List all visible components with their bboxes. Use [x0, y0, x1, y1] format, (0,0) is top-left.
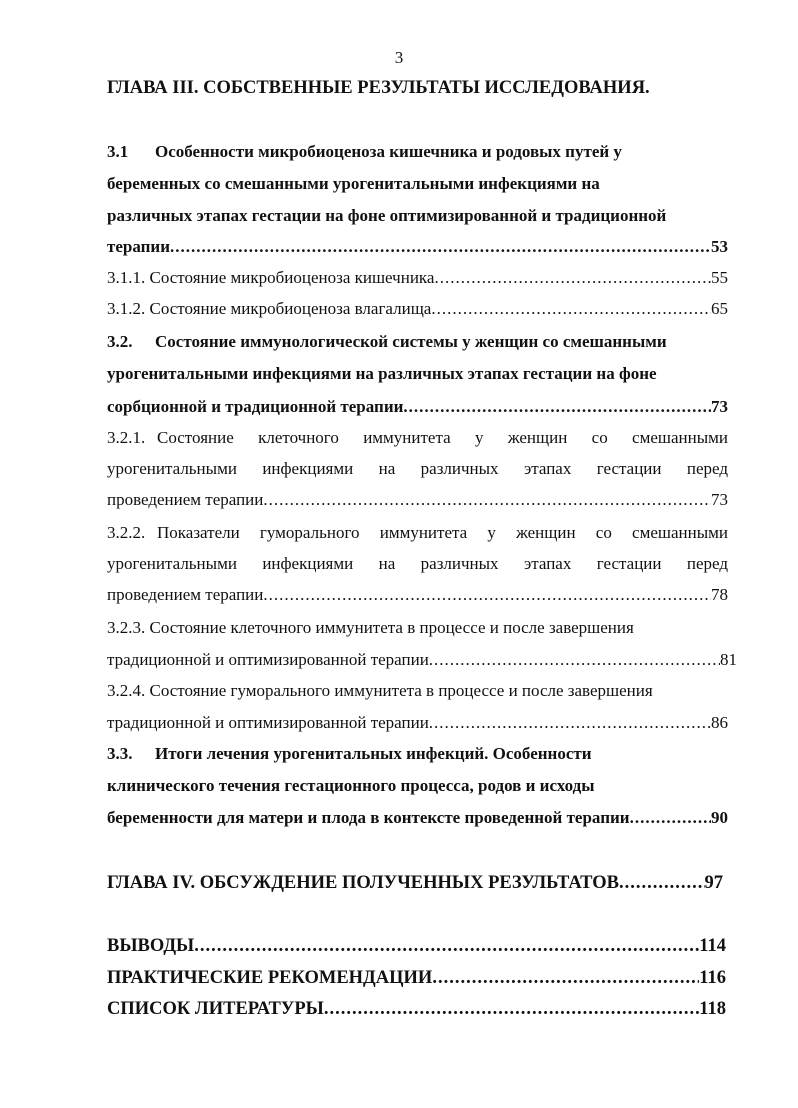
leader-dots: [194, 934, 699, 958]
toc-3-2-1-number: 3.2.1.: [107, 428, 146, 447]
toc-3-3-text3: беременности для матери и плода в контексте проведенной терапии: [107, 808, 630, 827]
toc-chapter-4-page: 97: [704, 873, 723, 893]
toc-3-2-4-text2: традиционной и оптимизированной терапии: [107, 713, 429, 732]
leader-dots: [630, 806, 711, 830]
toc-3-2-text1: Состояние иммунологической системы у женщин со смешанными: [155, 332, 667, 351]
toc-3-1-page: 53: [711, 237, 728, 256]
toc-3-1-2[interactable]: [107, 297, 728, 321]
toc-conclusions-page: 114: [699, 936, 726, 956]
leader-dots: [403, 395, 711, 419]
toc-conclusions[interactable]: [107, 934, 726, 958]
leader-dots: [434, 266, 711, 290]
toc-3-2-text3: сорбционной и традиционной терапии: [107, 397, 404, 416]
leader-dots: [619, 871, 705, 895]
toc-3-2-2-page: 78: [711, 585, 728, 604]
toc-chapter-4[interactable]: [107, 871, 723, 895]
toc-3-2-1-line1: [107, 426, 728, 450]
toc-3-2-1-line3[interactable]: [107, 488, 728, 512]
toc-3-2-2-text3: проведением терапии: [107, 585, 264, 604]
toc-3-1-1-label: 3.1.1. Состояние микробиоценоза кишечника: [107, 268, 435, 287]
toc-3-1-line1: [107, 140, 728, 164]
toc-3-2-3-line2[interactable]: [107, 648, 737, 672]
toc-conclusions-label: ВЫВОДЫ: [107, 936, 195, 956]
toc-3-2-1-page: 73: [711, 490, 728, 509]
toc-recommendations-label: ПРАКТИЧЕСКИЕ РЕКОМЕНДАЦИИ: [107, 968, 433, 988]
toc-3-3-number: 3.3.: [107, 744, 133, 763]
toc-3-2-1-text3: проведением терапии: [107, 490, 264, 509]
chapter-3-title: ГЛАВА III. СОБСТВЕННЫЕ РЕЗУЛЬТАТЫ ИССЛЕДОВАНИЯ.: [107, 78, 650, 98]
toc-3-2-1-text1: Состояние клеточного иммунитета у женщин со смешанными: [157, 428, 728, 447]
leader-dots: [431, 297, 711, 321]
toc-3-2-number: 3.2.: [107, 332, 133, 351]
toc-3-2-4-line2[interactable]: [107, 711, 728, 735]
toc-chapter-4-label: ГЛАВА IV. ОБСУЖДЕНИЕ ПОЛУЧЕННЫХ РЕЗУЛЬТАТОВ: [107, 873, 619, 893]
toc-3-2-1-line2: урогенитальными инфекциями на различных этапах гестации перед: [107, 459, 728, 478]
toc-3-2-3-text2: традиционной и оптимизированной терапии: [107, 650, 429, 669]
leader-dots: [170, 235, 711, 259]
toc-3-1-text4: терапии: [107, 237, 171, 256]
toc-3-1-2-label: 3.1.2. Состояние микробиоценоза влагалища: [107, 299, 432, 318]
leader-dots: [429, 711, 711, 735]
toc-references[interactable]: [107, 997, 726, 1021]
toc-3-3-line1: [107, 742, 728, 766]
leader-dots: [263, 488, 711, 512]
toc-3-2-line2: урогенитальными инфекциями на различных этапах гестации на фоне: [107, 364, 657, 383]
toc-3-2-2-number: 3.2.2.: [107, 523, 146, 542]
leader-dots: [324, 997, 699, 1021]
toc-3-1-text1: Особенности микробиоценоза кишечника и родовых путей у: [155, 142, 622, 161]
leader-dots: [263, 583, 711, 607]
toc-3-2-line3[interactable]: [107, 395, 728, 419]
toc-3-1-1-page: 55: [711, 268, 728, 287]
toc-3-2-2-line3[interactable]: [107, 583, 728, 607]
toc-3-1-1[interactable]: [107, 266, 728, 290]
toc-references-label: СПИСОК ЛИТЕРАТУРЫ: [107, 999, 324, 1019]
toc-3-2-line1: [107, 330, 728, 354]
leader-dots: [429, 648, 720, 672]
toc-3-2-3-page: 81: [720, 650, 737, 669]
toc-3-3-line3[interactable]: [107, 806, 728, 830]
toc-3-2-4-page: 86: [711, 713, 728, 732]
page-number: 3: [394, 48, 404, 67]
toc-references-page: 118: [699, 999, 726, 1019]
toc-3-3-page: 90: [711, 808, 728, 827]
toc-3-1-number: 3.1: [107, 142, 129, 161]
toc-3-3-text1: Итоги лечения урогенитальных инфекций. Особенности: [155, 744, 592, 763]
toc-3-1-line3: различных этапах гестации на фоне оптимизированной и традиционной: [107, 206, 667, 225]
toc-3-2-page: 73: [711, 397, 728, 416]
toc-3-2-2-line1: [107, 521, 728, 545]
toc-3-1-2-page: 65: [711, 299, 728, 318]
toc-3-1-line4[interactable]: [107, 235, 728, 259]
leader-dots: [432, 966, 699, 990]
toc-recommendations[interactable]: [107, 966, 726, 990]
toc-3-2-2-text1: Показатели гуморального иммунитета у женщин со смешанными: [157, 523, 728, 542]
toc-3-2-2-line2: урогенитальными инфекциями на различных этапах гестации перед: [107, 554, 728, 573]
toc-recommendations-page: 116: [699, 968, 726, 988]
toc-3-2-4-line1: 3.2.4. Состояние гуморального иммунитета в процессе и после завершения: [107, 681, 653, 700]
toc-3-2-3-line1: 3.2.3. Состояние клеточного иммунитета в процессе и после завершения: [107, 618, 634, 637]
toc-3-3-line2: клинического течения гестационного процесса, родов и исходы: [107, 776, 595, 795]
toc-3-1-line2: беременных со смешанными урогенитальными инфекциями на: [107, 174, 600, 193]
